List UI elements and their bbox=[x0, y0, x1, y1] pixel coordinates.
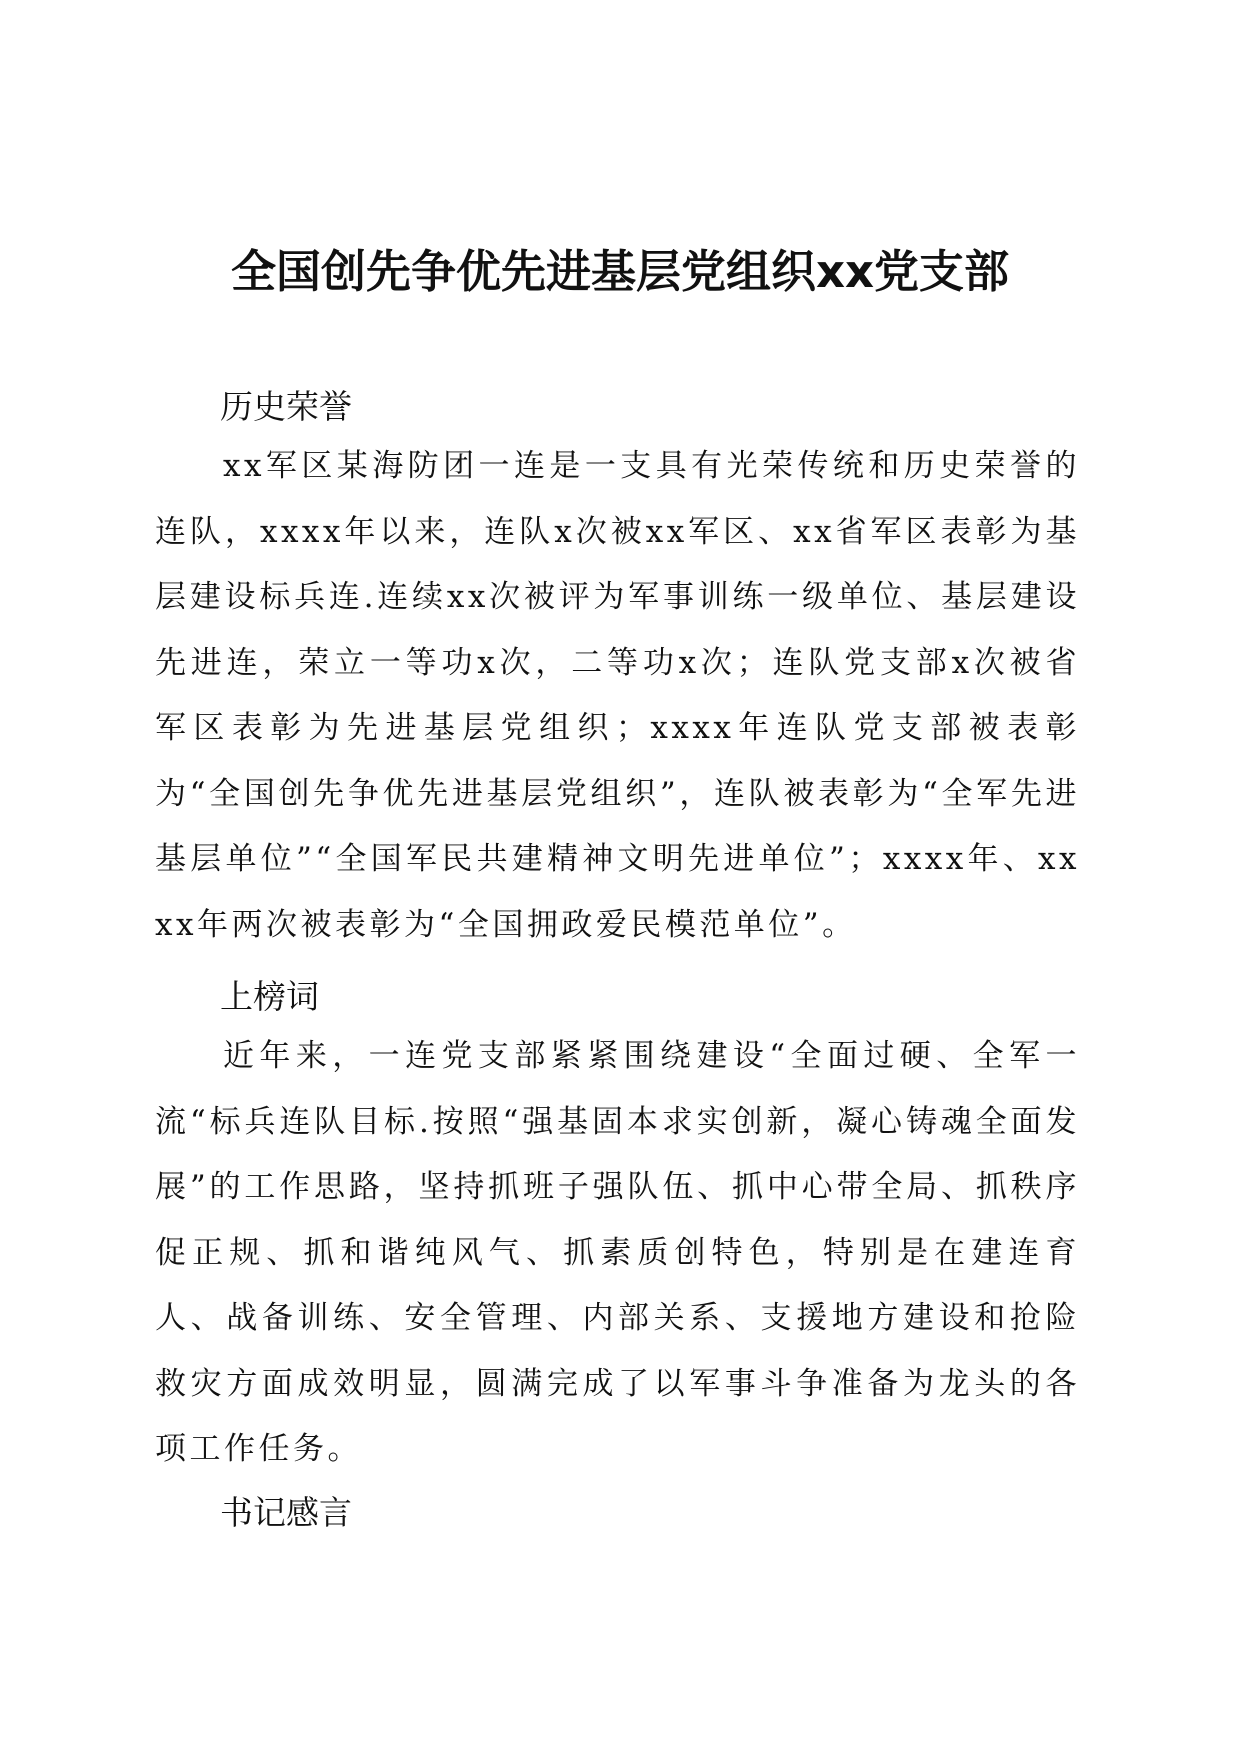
section-body-citation: 近年来，一连党支部紧紧围绕建设“全面过硬、全军一流“标兵连队目标.按照“强基固本求实创新，凝心铸魂全面发展”的工作思路，坚持抓班子强队伍、抓中心带全局、抓秩序促正规、抓和谐纯风气、抓素质创特色，特别是在建连育人、战备训练、安全管理、内部关系、支援地方建设和抢险救灾方面成效明显，圆满完成了以军事斗争准备为龙头的各项工作任务。 bbox=[155, 1038, 1080, 1467]
section-heading-secretary-remarks: 书记感言 bbox=[220, 1493, 352, 1532]
section-heading-citation: 上榜词 bbox=[220, 977, 319, 1016]
section-heading-history: 历史荣誉 bbox=[220, 387, 352, 426]
section-body-history: xx军区某海防团一连是一支具有光荣传统和历史荣誉的连队，xxxx年以来，连队x次被xx军区、xx省军区表彰为基层建设标兵连.连续xx次被评为军事训练一级单位、基层建设先进连，荣立一等功x次，二等功x次；连队党支部x次被省军区表彰为先进基层党组织；xxxx年连队党支部被表彰为“全国创先争优先进基层党组织”，连队被表彰为“全军先进基层单位”“全国军民共建精神文明先进单位”；xxxx年、xxxx年两次被表彰为“全国拥政爱民模范单位”。 bbox=[155, 448, 1080, 943]
document-title: 全国创先争优先进基层党组织xx党支部 bbox=[230, 245, 1010, 298]
